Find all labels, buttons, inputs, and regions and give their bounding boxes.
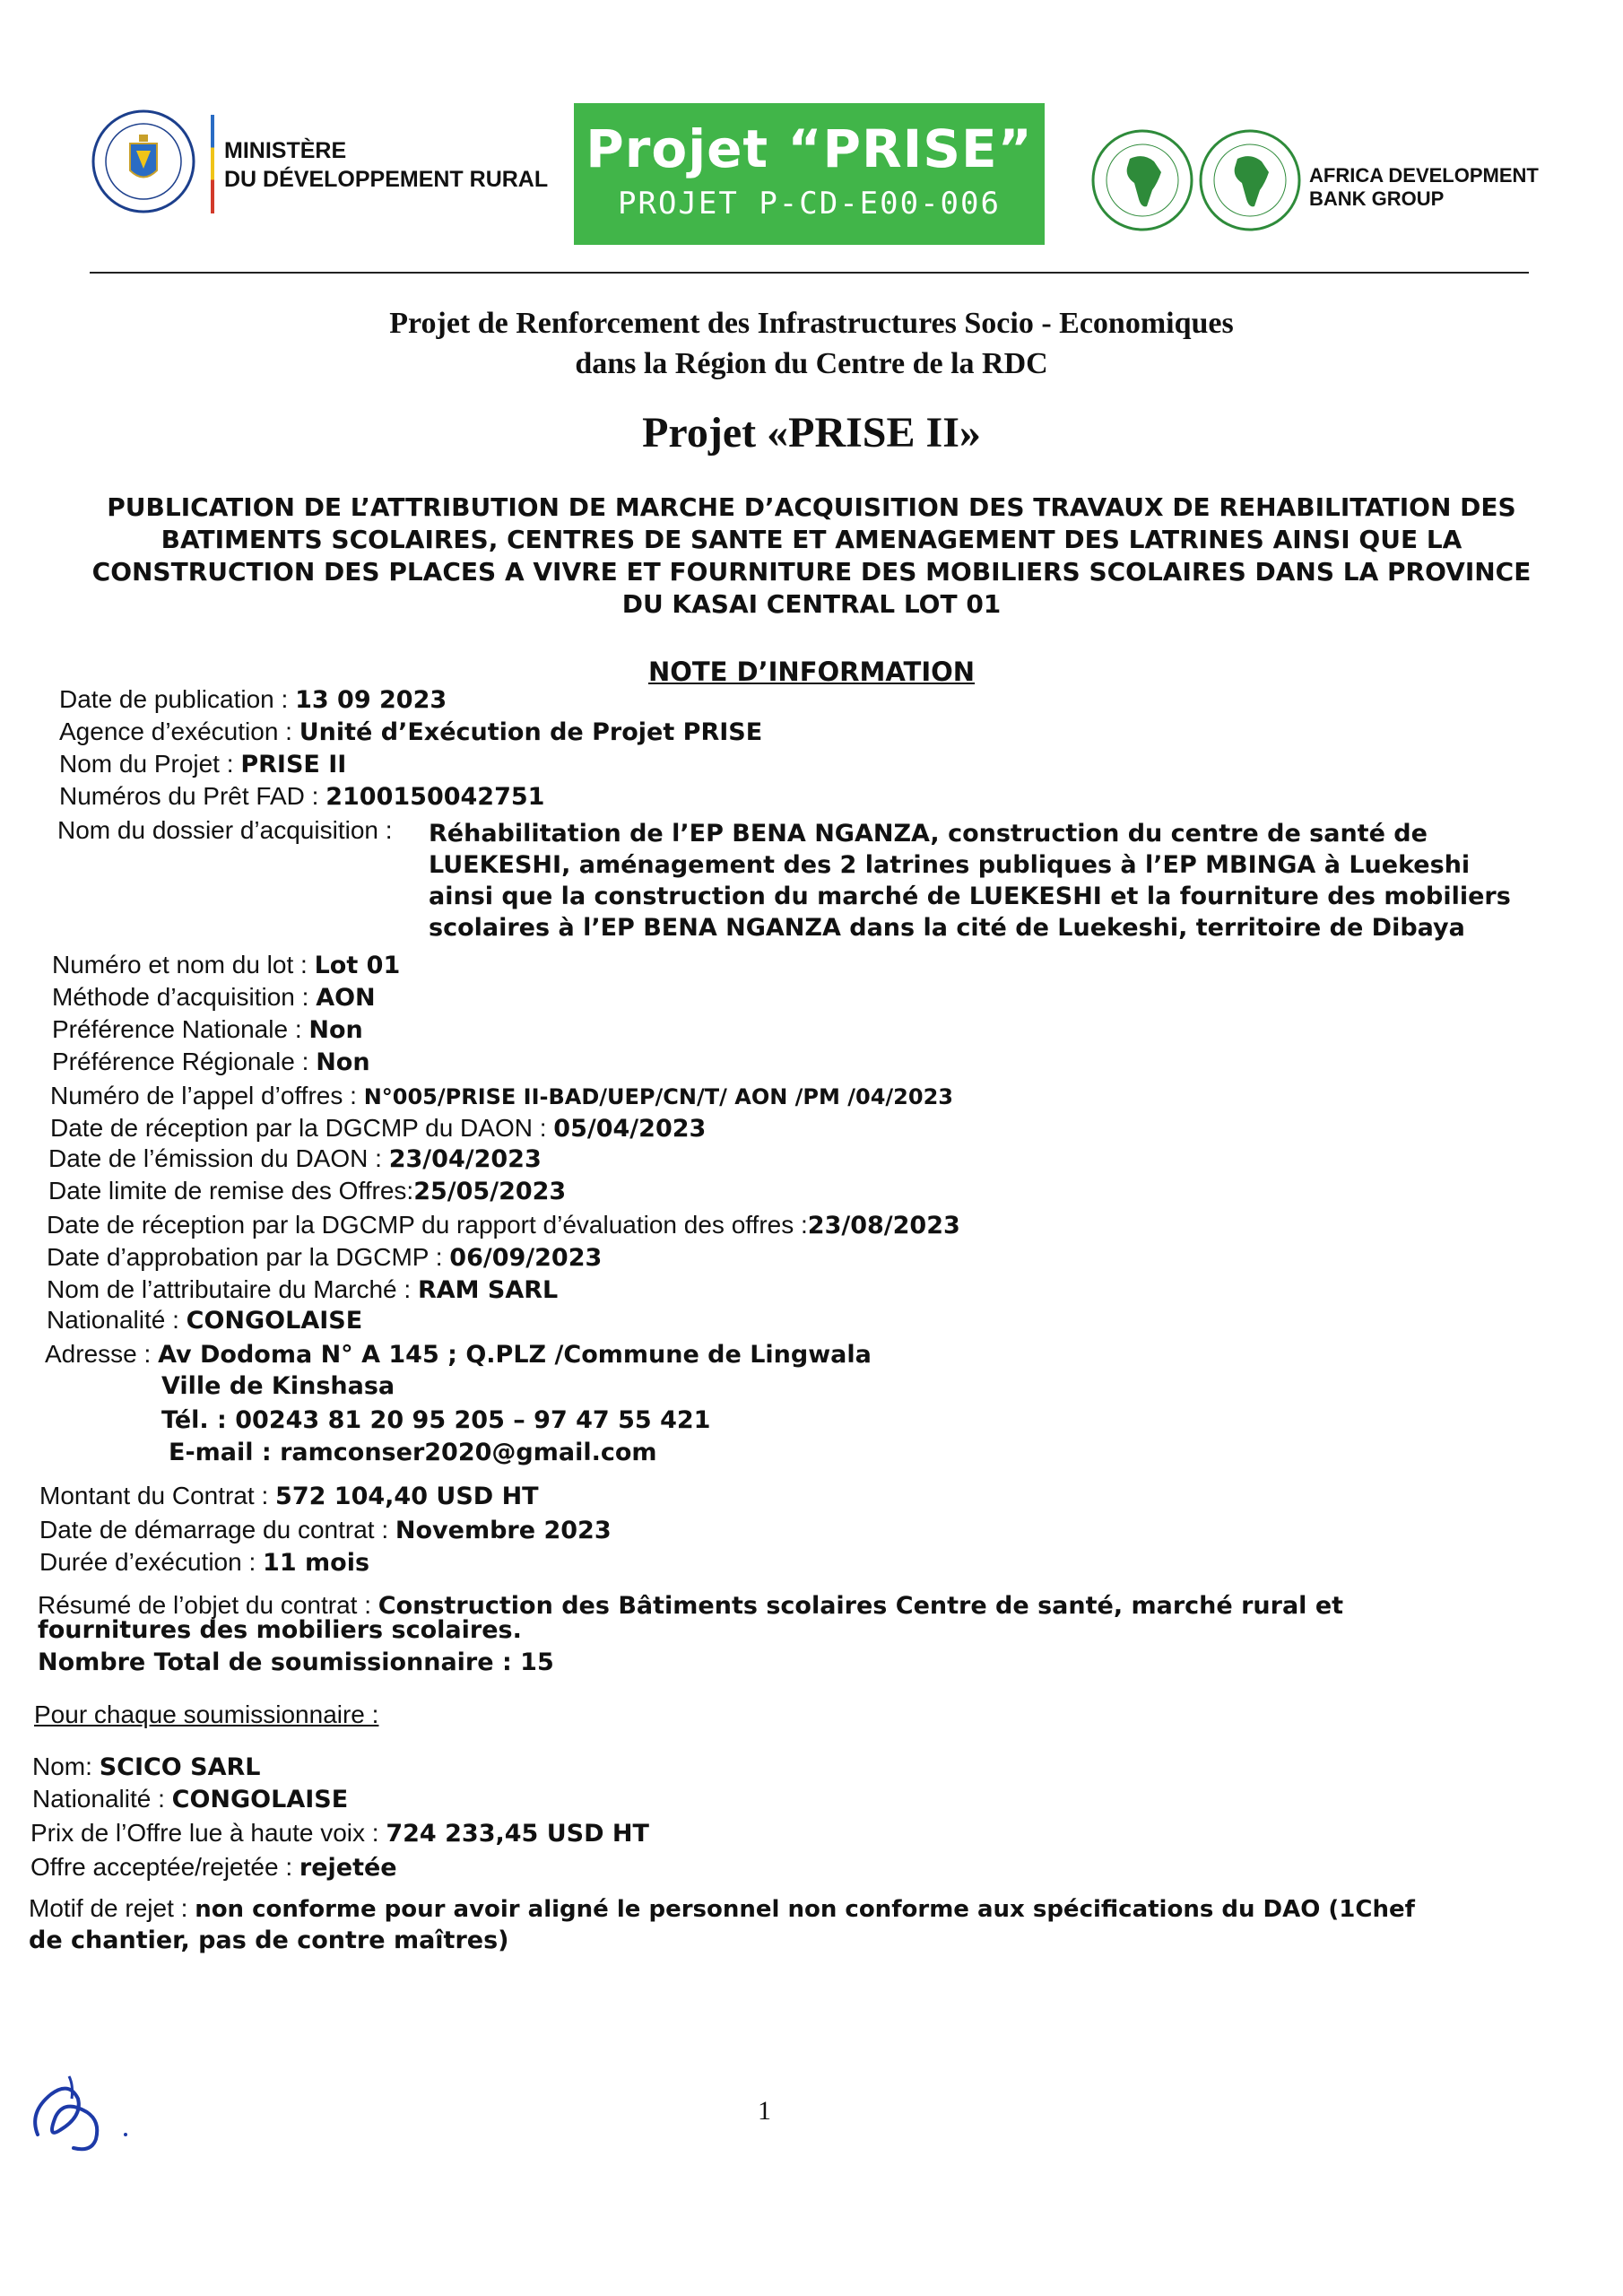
afdb-name: AFRICA DEVELOPMENT BANK GROUP	[1309, 164, 1539, 210]
field-reception-daon: Date de réception par la DGCMP du DAON : 05/04/2023	[50, 1114, 707, 1143]
field-telephone: Tél. : 00243 81 20 95 205 – 97 47 55 421	[161, 1406, 711, 1434]
signature-icon	[20, 2063, 136, 2161]
soum-statut: Offre acceptée/rejetée : rejetée	[30, 1853, 397, 1882]
field-ville: Ville de Kinshasa	[161, 1372, 395, 1400]
afdb-logo-icon	[1089, 127, 1195, 233]
field-dossier-label: Nom du dossier d’acquisition :	[57, 816, 393, 844]
field-resume-cont: fournitures des mobiliers scolaires.	[38, 1616, 522, 1644]
field-resume: Résumé de l’objet du contrat : Construction des Bâtiments scolaires Centre de santé, marché rural et	[38, 1591, 1344, 1620]
field-numero-pret: Numéros du Prêt FAD : 2100150042751	[59, 782, 545, 811]
soum-motif-cont: de chantier, pas de contre maîtres)	[29, 1926, 509, 1954]
soum-nationalite: Nationalité : CONGOLAISE	[32, 1785, 349, 1813]
rdc-coat-of-arms-icon	[90, 108, 197, 215]
project-box-code: PROJET P-CD-E00-006	[618, 186, 1001, 222]
field-limite-offres: Date limite de remise des Offres:25/05/2023	[48, 1177, 567, 1205]
field-total-soumissionnaires: Nombre Total de soumissionnaire : 15	[38, 1648, 554, 1676]
field-email: E-mail : ramconser2020@gmail.com	[169, 1439, 657, 1466]
ministry-color-bar	[211, 115, 214, 213]
project-prise-box	[574, 103, 1045, 245]
soum-motif: Motif de rejet : non conforme pour avoir aligné le personnel non conforme aux spécifications du DAO (1Chef	[29, 1894, 1415, 1923]
field-lot: Numéro et nom du lot : Lot 01	[52, 951, 401, 979]
field-date-publication: Date de publication : 13 09 2023	[59, 685, 447, 714]
ministry-name: MINISTÈRE DU DÉVELOPPEMENT RURAL	[224, 138, 549, 192]
project-title: Projet «PRISE II»	[642, 409, 981, 457]
note-title: NOTE D’INFORMATION	[647, 657, 976, 687]
page-number: 1	[758, 2096, 771, 2126]
african-development-fund-logo-icon	[1197, 127, 1303, 233]
field-methode: Méthode d’acquisition : AON	[52, 983, 376, 1012]
field-dossier-value: Réhabilitation de l’EP BENA NGANZA, construction du centre de santé de LUEKESHI, aménagement des 2 latrines publiques à l’EP MBINGA à Luekeshi ainsi que la construction du marché de LUEKESHI et la fourniture des mobiliers scolaires à l’EP BENA NGANZA dans la cité de Luekeshi, territoire de Dibaya	[429, 820, 1511, 942]
field-emission-daon: Date de l’émission du DAON : 23/04/2023	[48, 1144, 542, 1173]
field-nationalite: Nationalité : CONGOLAISE	[47, 1306, 363, 1335]
publication-title: PUBLICATION DE L’ATTRIBUTION DE MARCHE D’ACQUISITION DES TRAVAUX DE REHABILITATION DES BATIMENTS SCOLAIRES, CENTRES DE SANTE ET AMENAGEMENT DES LATRINES AINSI QUE LA CONSTRUCTION DES PLACES A VIVRE ET FOURNITURE DES MOBILIERS SCOLAIRES DANS LA PROVINCE DU KASAI CENTRAL LOT 01	[91, 492, 1532, 619]
project-box-title: Projet “PRISE”	[586, 118, 1033, 179]
field-pref-regionale: Préférence Régionale : Non	[52, 1048, 370, 1076]
field-reception-rapport: Date de réception par la DGCMP du rapport d’évaluation des offres :23/08/2023	[47, 1211, 960, 1239]
project-subtitle: Projet de Renforcement des Infrastructures Socio - Economiques dans la Région du Centre de la RDC	[389, 307, 1234, 380]
soumissionnaire-heading: Pour chaque soumissionnaire :	[34, 1700, 379, 1728]
header-divider	[90, 272, 1529, 274]
field-agence: Agence d’exécution : Unité d’Exécution de Projet PRISE	[59, 718, 763, 746]
field-demarrage: Date de démarrage du contrat : Novembre 2023	[39, 1516, 612, 1544]
field-duree: Durée d’exécution : 11 mois	[39, 1548, 370, 1577]
field-nom-projet: Nom du Projet : PRISE II	[59, 750, 347, 778]
field-appel-offres: Numéro de l’appel d’offres : N°005/PRISE II-BAD/UEP/CN/T/ AON /PM /04/2023	[50, 1082, 953, 1109]
soum-prix: Prix de l’Offre lue à haute voix : 724 233,45 USD HT	[30, 1819, 649, 1848]
field-approbation: Date d’approbation par la DGCMP : 06/09/2023	[47, 1243, 603, 1272]
field-pref-nationale: Préférence Nationale : Non	[52, 1015, 363, 1044]
field-montant: Montant du Contrat : 572 104,40 USD HT	[39, 1482, 539, 1510]
field-attributaire: Nom de l’attributaire du Marché : RAM SARL	[47, 1275, 559, 1304]
soum-nom: Nom: SCICO SARL	[32, 1752, 261, 1781]
field-adresse: Adresse : Av Dodoma N° A 145 ; Q.PLZ /Commune de Lingwala	[45, 1340, 872, 1369]
